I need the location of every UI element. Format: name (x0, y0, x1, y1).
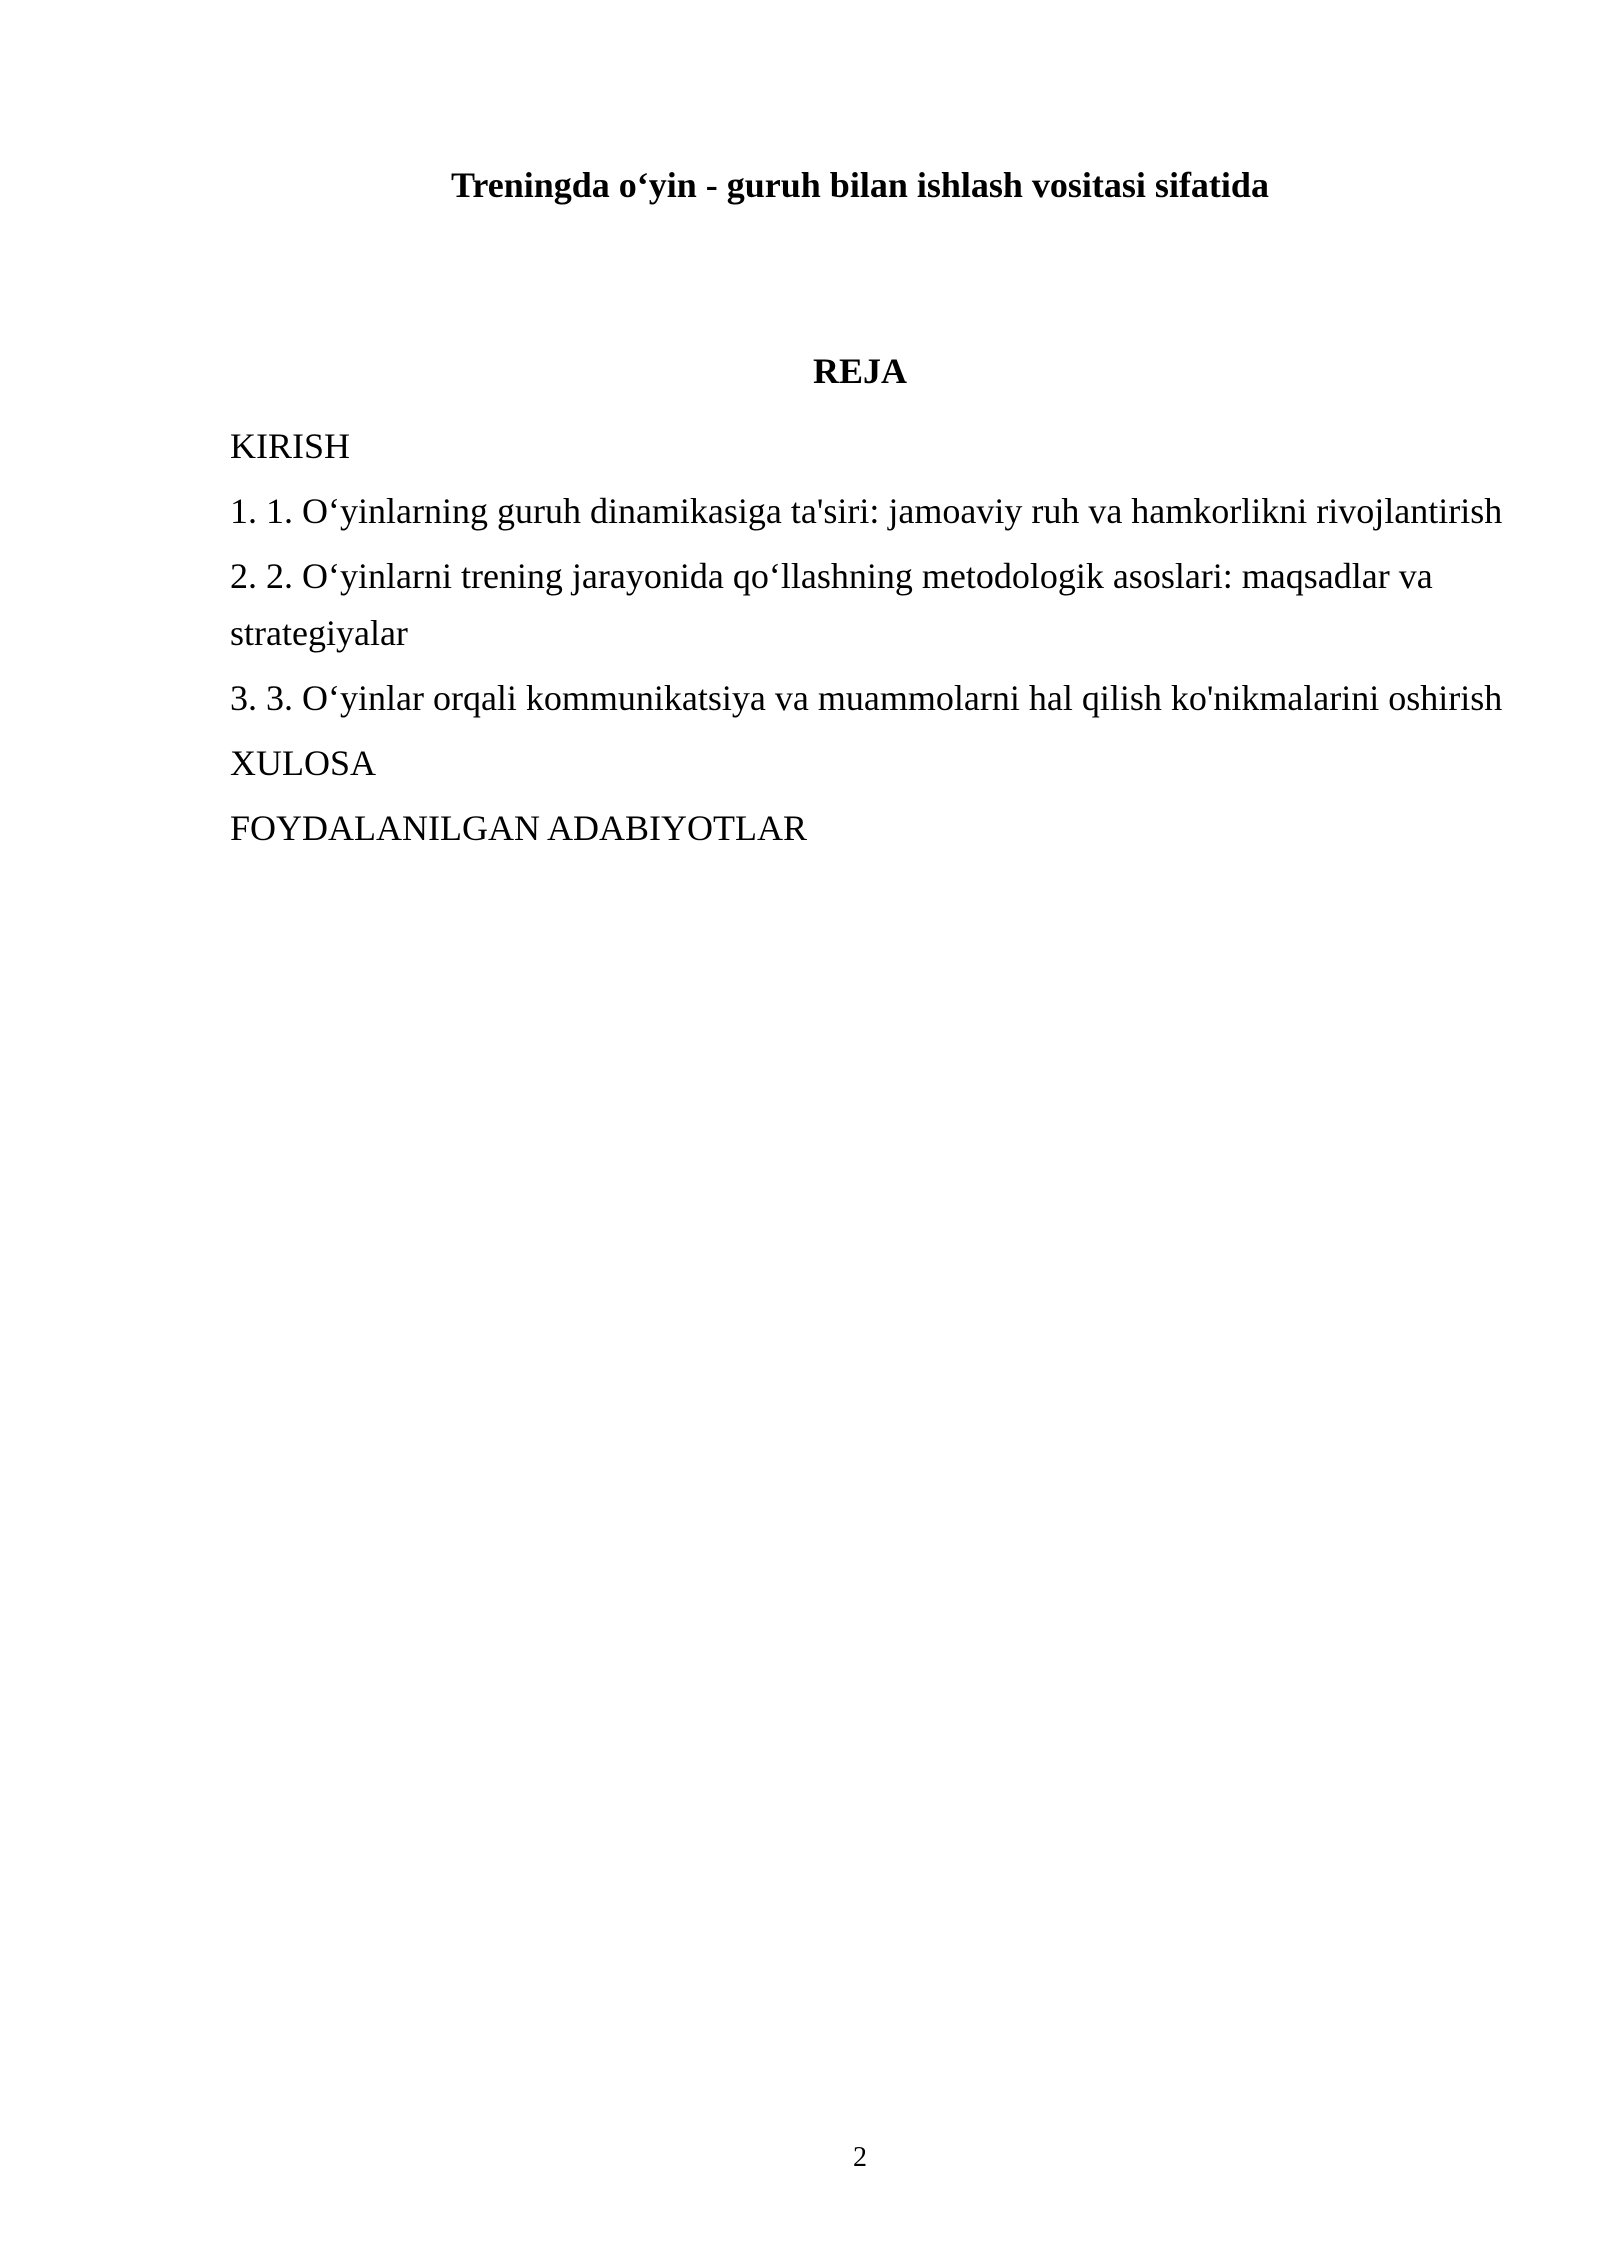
plan-item-chapter-3: 3. 3. O‘yinlar orqali kommunikatsiya va muammolarni hal qilish ko'nikmalarini oshirish (230, 678, 1503, 718)
plan-item-chapter-2: 2. 2. O‘yinlarni trening jarayonida qo‘llashning metodologik asoslari: maqsadlar va strategiyalar (230, 556, 1433, 653)
plan-heading: REJA (812, 351, 907, 391)
plan-item-chapter-1: 1. 1. O‘yinlarning guruh dinamikasiga ta'siri: jamoaviy ruh va hamkorlikni rivojlantirish (230, 491, 1503, 531)
plan-list (230, 418, 1530, 865)
plan-item-conclusion: XULOSA (230, 743, 377, 783)
plan-item-references: FOYDALANILGAN ADABIYOTLAR (230, 808, 807, 848)
document-title: Treningda o‘yin - guruh bilan ishlash vositasi sifatida (451, 165, 1269, 205)
page-number: 2 (853, 2142, 867, 2173)
plan-item-intro: KIRISH (230, 426, 351, 466)
